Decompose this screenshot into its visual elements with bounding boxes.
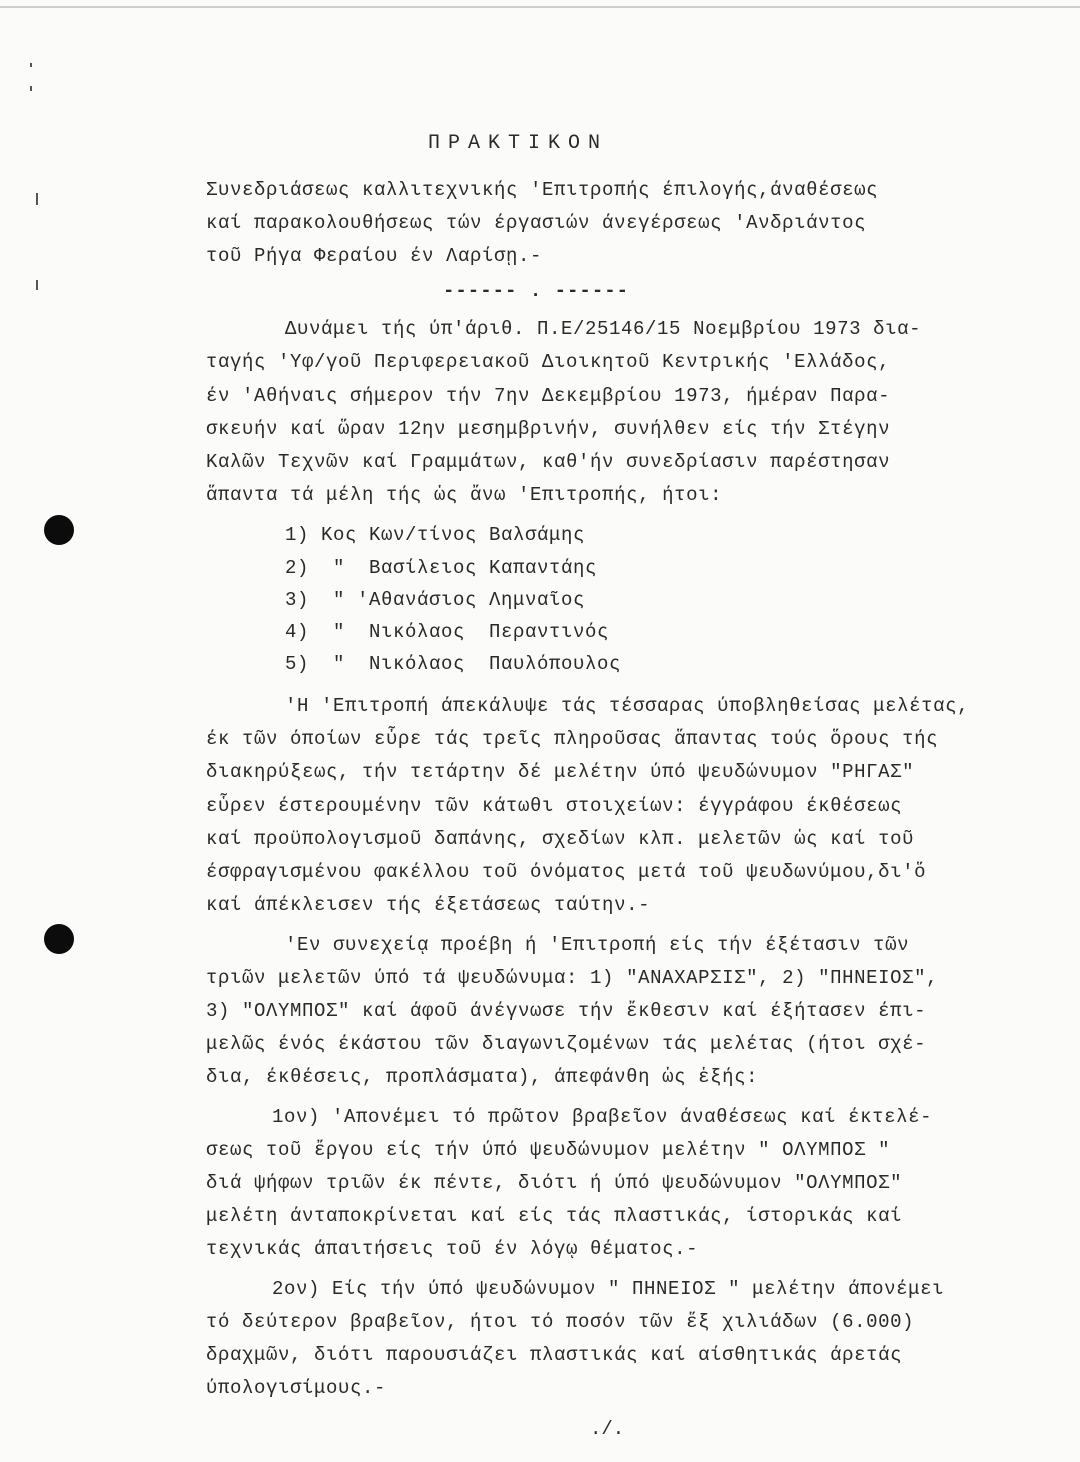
intro-line: Δυνάμει τής ύπ'άριθ. Π.Ε/25146/15 Νοεμβρίου 1973 δια-	[285, 318, 922, 340]
paragraph-line: καί προϋπολογισμοῦ δαπάνης, σχεδίων κλπ. μελετῶν ὡς καί τοῦ	[206, 828, 915, 850]
member-item: 5) " Νικόλαος Παυλόπουλος	[285, 653, 622, 675]
subtitle-line: Συνεδριάσεως καλλιτεχνικής 'Επιτροπής έπιλογής,άναθέσεως	[206, 179, 879, 201]
scan-speck	[36, 193, 38, 205]
decision-line: τεχνικάς άπαιτήσεις τοῦ έν λόγῳ θέματος.-	[206, 1238, 699, 1260]
subtitle-line: τοῦ Ρήγα Φεραίου έν Λαρίσῃ.-	[206, 245, 543, 267]
paragraph-line: καί άπέκλεισεν τής έξετάσεως ταύτην.-	[206, 894, 651, 916]
member-item: 1) Κος Κων/τίνος Βαλσάμης	[285, 524, 586, 546]
paragraph-line: 'Η 'Επιτροπή άπεκάλυψε τάς τέσσαρας ύποβληθείσας μελέτας,	[285, 695, 970, 717]
decision-line: μελέτη άνταποκρίνεται καί είς τάς πλαστικάς, ίστορικάς καί	[206, 1205, 903, 1227]
decision-line: 2ον) Είς τήν ύπό ψευδώνυμον " ΠΗΝΕΙΟΣ " μελέτην άπονέμει	[272, 1278, 945, 1300]
intro-line: σκευήν καί ὥραν 12ην μεσημβρινήν, συνήλθεν είς τήν Στέγην	[206, 418, 891, 440]
scan-speck	[30, 86, 32, 91]
member-item: 4) " Νικόλαος Περαντινός	[285, 621, 610, 643]
paragraph-line: 3) "ΟΛΥΜΠΟΣ" καί άφοῦ άνέγνωσε τήν ἔκθεσιν καί έξήτασεν έπι-	[206, 1000, 927, 1022]
intro-line: ἅπαντα τά μέλη τής ὡς ἄνω 'Επιτροπής, ήτοι:	[206, 484, 723, 506]
punch-hole-lower	[44, 924, 74, 954]
separator-line: ------ . ------	[443, 280, 630, 302]
paragraph-line: διακηρύξεως, τήν τετάρτην δέ μελέτην ύπό ψευδώνυμον "ΡΗΓΑΣ"	[206, 761, 915, 783]
intro-line: ταγής 'Υφ/γοῦ Περιφερειακοῦ Διοικητοῦ Κεντρικής 'Ελλάδος,	[206, 351, 891, 373]
scan-top-edge	[0, 6, 1080, 8]
member-item: 3) " 'Αθανάσιος Λημναῖος	[285, 589, 586, 611]
decision-line: τό δεύτερον βραβεῖον, ήτοι τό ποσόν τῶν ἕξ χιλιάδων (6.000)	[206, 1311, 915, 1333]
decision-line: δραχμῶν, διότι παρουσιάζει πλαστικάς καί αίσθητικάς άρετάς	[206, 1344, 903, 1366]
document-title: ΠΡΑΚΤΙΚΟΝ	[428, 132, 609, 155]
scan-speck	[30, 63, 32, 67]
paragraph-line: μελῶς ένός έκάστου τῶν διαγωνιζομένων τάς μελέτας (ήτοι σχέ-	[206, 1033, 927, 1055]
decision-line: 1ον) 'Απονέμει τό πρῶτον βραβεῖον άναθέσεως καί έκτελέ-	[272, 1106, 933, 1128]
page-continuation-mark: ./.	[590, 1418, 625, 1440]
paragraph-line: έκ τῶν όποίων εὗρε τάς τρεῖς πληροῦσας ἅπαντας τούς ὅρους τής	[206, 728, 939, 750]
decision-line: ύπολογισίμους.-	[206, 1377, 387, 1399]
paragraph-line: δια, έκθέσεις, προπλάσματα), άπεφάνθη ὡς ἑξής:	[206, 1066, 759, 1088]
paragraph-line: 'Εν συνεχείᾳ προέβη ή 'Επιτροπή είς τήν έξέτασιν τῶν	[285, 934, 910, 956]
scan-speck	[36, 280, 38, 290]
intro-line: Καλῶν Τεχνῶν καί Γραμμάτων, καθ'ήν συνεδρίασιν παρέστησαν	[206, 451, 891, 473]
paragraph-line: έσφραγισμένου φακέλλου τοῦ όνόματος μετά τοῦ ψευδωνύμου,δι'ὅ	[206, 861, 927, 883]
intro-line: έν 'Αθήναις σήμερον τήν 7ην Δεκεμβρίου 1973, ήμέραν Παρα-	[206, 385, 891, 407]
paragraph-line: εὗρεν έστερουμένην τῶν κάτωθι στοιχείων: έγγράφου έκθέσεως	[206, 795, 903, 817]
subtitle-line: καί παρακολουθήσεως τών έργασιών άνεγέρσεως 'Ανδριάντος	[206, 212, 867, 234]
member-item: 2) " Βασίλειος Καπαντάης	[285, 557, 598, 579]
punch-hole-upper	[44, 515, 74, 545]
decision-line: σεως τοῦ ἔργου είς τήν ύπό ψευδώνυμον μελέτην " ΟΛΥΜΠΟΣ "	[206, 1139, 891, 1161]
decision-line: διά ψήφων τριῶν έκ πέντε, διότι ή ύπό ψευδώνυμον "ΟΛΥΜΠΟΣ"	[206, 1172, 903, 1194]
paragraph-line: τριῶν μελετῶν ύπό τά ψευδώνυμα: 1) "ΑΝΑΧΑΡΣΙΣ", 2) "ΠΗΝΕΙΟΣ",	[206, 967, 939, 989]
